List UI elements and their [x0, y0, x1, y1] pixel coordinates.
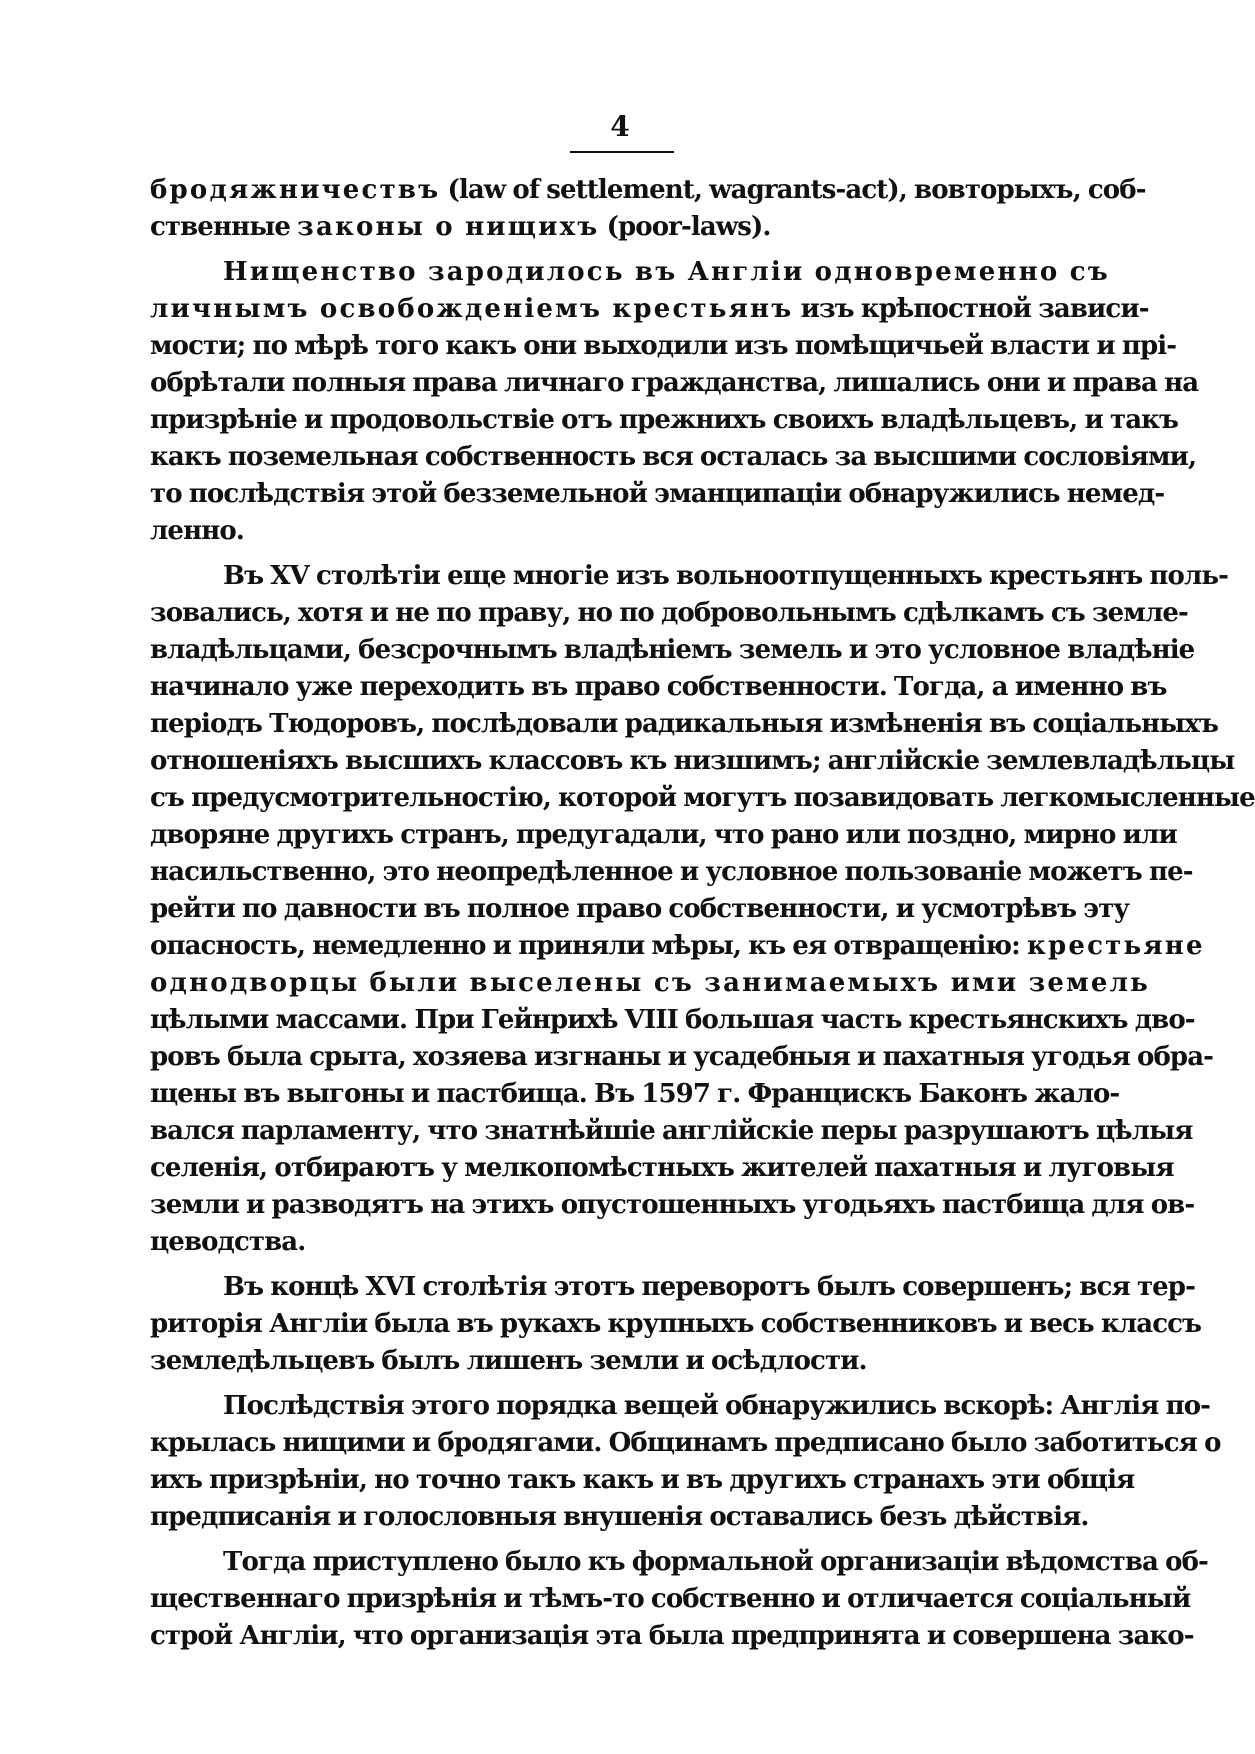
text-segment: цѣлыми массами. При Гейнрихѣ VIII большая часть крестьянскихъ дво-: [150, 1005, 1195, 1035]
text-segment: рейти по давности въ полное право собственности, и усмотрѣвъ эту: [150, 894, 1130, 924]
text-segment: періодъ Тюдоровъ, послѣдовали радикальныя измѣненія въ соціальныхъ: [150, 709, 1219, 739]
paragraph: [150, 1544, 1208, 1655]
text-segment: опасность, немедленно и приняли мѣры, къ ея отвращенію:: [150, 931, 1028, 961]
text-segment: строй Англіи, что организація эта была предпринята и совершена зако-: [150, 1621, 1194, 1651]
text-segment: щественнаго призрѣнія и тѣмъ-то собственно и отличается соціальный: [150, 1584, 1191, 1614]
text-line: [150, 817, 1177, 854]
text-line: [150, 1306, 1202, 1343]
text-segment: Въ XV столѣтіи еще многіе изъ вольноотпущенныхъ крестьянъ поль-: [223, 561, 1229, 591]
text-line: [150, 209, 1075, 246]
text-segment: зовались, хотя и не по праву, но по добровольнымъ сдѣлкамъ съ земле-: [150, 598, 1188, 628]
text-segment: Тогда приступлено было къ формальной организаціи вѣдомства об-: [223, 1547, 1208, 1577]
text-line: [150, 1076, 1120, 1113]
text-segment: ровъ была срыта, хозяева изгнаны и усадебныя и пахатныя угодья обра-: [150, 1042, 1214, 1072]
text-segment: щены въ выгоны и пастбища. Въ 1597 г. Францискъ Баконъ жало-: [150, 1079, 1120, 1109]
text-segment: насильственно, это неопредѣленное и условное пользованіе можетъ пе-: [150, 857, 1193, 887]
text-line: [150, 1618, 1194, 1655]
text-segment: предписанія и голословныя внушенія оставались безъ дѣйствія.: [150, 1502, 1089, 1532]
text-line: [150, 1224, 1075, 1261]
text-segment: риторія Англіи была въ рукахъ крупныхъ собственниковъ и весь классъ: [150, 1309, 1202, 1339]
paragraph-gap: [150, 1261, 1075, 1269]
text-line: [150, 1113, 1193, 1150]
text-line: [150, 402, 1179, 439]
text-segment: ственные: [150, 212, 298, 242]
body-text: [150, 172, 1255, 1655]
text-line: [150, 891, 1130, 928]
paragraph-gap: [150, 550, 1075, 558]
text-line: [150, 558, 1229, 595]
text-line: [150, 1002, 1195, 1039]
text-line: [150, 365, 1199, 402]
page-number: 4: [610, 110, 630, 143]
text-segment: отношеніяхъ высшихъ классовъ къ низшимъ; англійскіе землевладѣльцы: [150, 746, 1235, 776]
text-segment: Въ концѣ XVI столѣтія этотъ переворотъ былъ совершенъ; вся тер-: [223, 1272, 1195, 1302]
text-line: [150, 439, 1197, 476]
text-line: [150, 1150, 1174, 1187]
paragraph: [150, 1269, 1202, 1380]
text-segment: цеводства.: [150, 1227, 306, 1257]
text-line: [150, 1462, 1135, 1499]
text-segment: земли и разводятъ на этихъ опустошенныхъ угодьяхъ пастбища для ов-: [150, 1190, 1195, 1220]
text-line: [150, 780, 1255, 817]
text-segment: Послѣдствія этого порядка вещей обнаружились вскорѣ: Англія по-: [223, 1391, 1211, 1421]
text-segment: селенія, отбираютъ у мелкопомѣстныхъ жителей пахатныя и луговыя: [150, 1153, 1174, 1183]
text-line: [150, 172, 1146, 209]
text-line: [150, 965, 1151, 1002]
text-line: [150, 1039, 1214, 1076]
paragraph: [150, 558, 1255, 1261]
text-line: [150, 1581, 1191, 1618]
spaced-emphasis-text: Нищенство зародилось въ Англіи одновременно съ: [223, 257, 1110, 287]
text-line: [150, 254, 1110, 291]
text-segment: то послѣдствія этой безземельной эманципаціи обнаружились немед-: [150, 479, 1165, 509]
spaced-emphasis-text: однодворцы были выселены съ занимаемыхъ ими земель: [150, 968, 1151, 998]
text-segment: дворяне другихъ странъ, предугадали, что рано или поздно, мирно или: [150, 820, 1177, 850]
page-number-rule: [570, 151, 674, 153]
paragraph: [150, 1388, 1221, 1536]
text-line: [150, 706, 1219, 743]
text-line: [150, 632, 1195, 669]
text-line: [150, 1425, 1221, 1462]
text-line: [150, 328, 1177, 365]
spaced-emphasis-text: законы о нищихъ: [297, 212, 600, 242]
text-segment: съ предусмотрительностію, которой могутъ позавидовать легкомысленные: [150, 783, 1255, 813]
text-line: [150, 928, 1205, 965]
paragraph-gap: [150, 1380, 1075, 1388]
text-line: [150, 476, 1165, 513]
text-segment: ленно.: [150, 516, 244, 546]
text-line: [150, 743, 1235, 780]
text-segment: начинало уже переходить въ право собственности. Тогда, а именно въ: [150, 672, 1167, 702]
text-line: [150, 595, 1188, 632]
text-line: [150, 1499, 1089, 1536]
paragraph-gap: [150, 1536, 1075, 1544]
paragraph-gap: [150, 246, 1075, 254]
text-line: [150, 854, 1193, 891]
spaced-emphasis-text: крестьяне: [1027, 931, 1205, 961]
text-line: [150, 669, 1167, 706]
text-segment: (poor-laws).: [599, 212, 771, 242]
paragraph: [150, 254, 1199, 550]
text-line: [150, 1343, 1075, 1380]
text-segment: мости; по мѣрѣ того какъ они выходили изъ помѣщичьей власти и прі-: [150, 331, 1177, 361]
text-segment: обрѣтали полныя права личнаго гражданства, лишались они и права на: [150, 368, 1199, 398]
spaced-emphasis-text: бродяжничествъ: [150, 175, 441, 205]
text-line: [150, 1388, 1211, 1425]
text-line: [150, 291, 1149, 328]
text-segment: какъ поземельная собственность вся осталась за высшими сословіями,: [150, 442, 1197, 472]
text-segment: владѣльцами, безсрочнымъ владѣніемъ земель и это условное владѣніе: [150, 635, 1195, 665]
text-segment: ихъ призрѣніи, но точно такъ какъ и въ другихъ странахъ эти общія: [150, 1465, 1135, 1495]
text-segment: изъ крѣпостной зависи-: [793, 294, 1149, 324]
text-line: [150, 1544, 1208, 1581]
paragraph: [150, 172, 1146, 246]
text-line: [150, 1187, 1195, 1224]
spaced-emphasis-text: личнымъ освобожденіемъ крестьянъ: [150, 294, 794, 324]
text-segment: вался парламенту, что знатнѣйшіе англійскіе перы разрушаютъ цѣлыя: [150, 1116, 1193, 1146]
text-segment: призрѣніе и продовольствіе отъ прежнихъ своихъ владѣльцевъ, и такъ: [150, 405, 1179, 435]
text-segment: крылась нищими и бродягами. Общинамъ предписано было заботиться о: [150, 1428, 1221, 1458]
text-segment: земледѣльцевъ былъ лишенъ земли и осѣдлости.: [150, 1346, 867, 1376]
text-line: [150, 1269, 1195, 1306]
text-segment: (law of settlement, wagrants-act), вовторыхъ, соб-: [440, 175, 1146, 205]
text-line: [150, 513, 1075, 550]
